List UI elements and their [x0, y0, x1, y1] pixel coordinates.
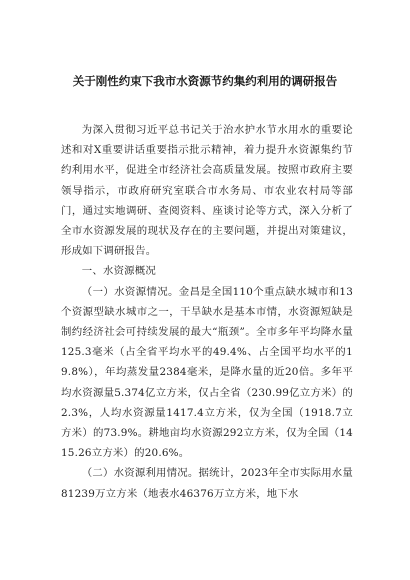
document-title: 关于刚性约束下我市水资源节约集约利用的调研报告 — [72, 74, 338, 88]
document-body — [61, 120, 353, 504]
water-use-paragraph: （二）水资源利用情况。据统计，2023年全市实际用水量81239万立方米（地表水46376万立方米，地下水 — [61, 467, 353, 500]
intro-paragraph: 为深入贯彻习近平总书记关于治水护水节水用水的重要论述和对X重要讲话重要指示批示精神，着力提升水资源集约节约利用水平，促进全市经济社会高质量发展。按照市政府主要领导指示，市政府研究室联合市水务局、市农业农村局等部门，通过实地调研、查阅资料、座谈讨论等方式，深入分析了全市水资源发展的现状及存在的主要问题，并提出对策建议，形成如下调研报告。 — [61, 124, 353, 258]
water-resources-paragraph: （一）水资源情况。金昌是全国110个重点缺水城市和13个资源型缺水城市之一，干旱缺水是基本市情，水资源短缺是制约经济社会可持续发展的最大“瓶颈”。全市多年平均降水量125.3毫米（占全省平均水平的49.4%、占全国平均水平的19.8%），年均蒸发量2384毫米，是降水量的近20倍。多年平均水资源量5.374亿立方米，仅占全省（230.99亿立方米）的2.3%，人均水资源量1417.4立方米，仅为全国（1918.7立方米）的73.9%。耕地亩均水资源292立方米，仅为全国（1415.26立方米）的20.6%。 — [61, 285, 353, 460]
section-heading: 一、水资源概况 — [81, 265, 156, 278]
